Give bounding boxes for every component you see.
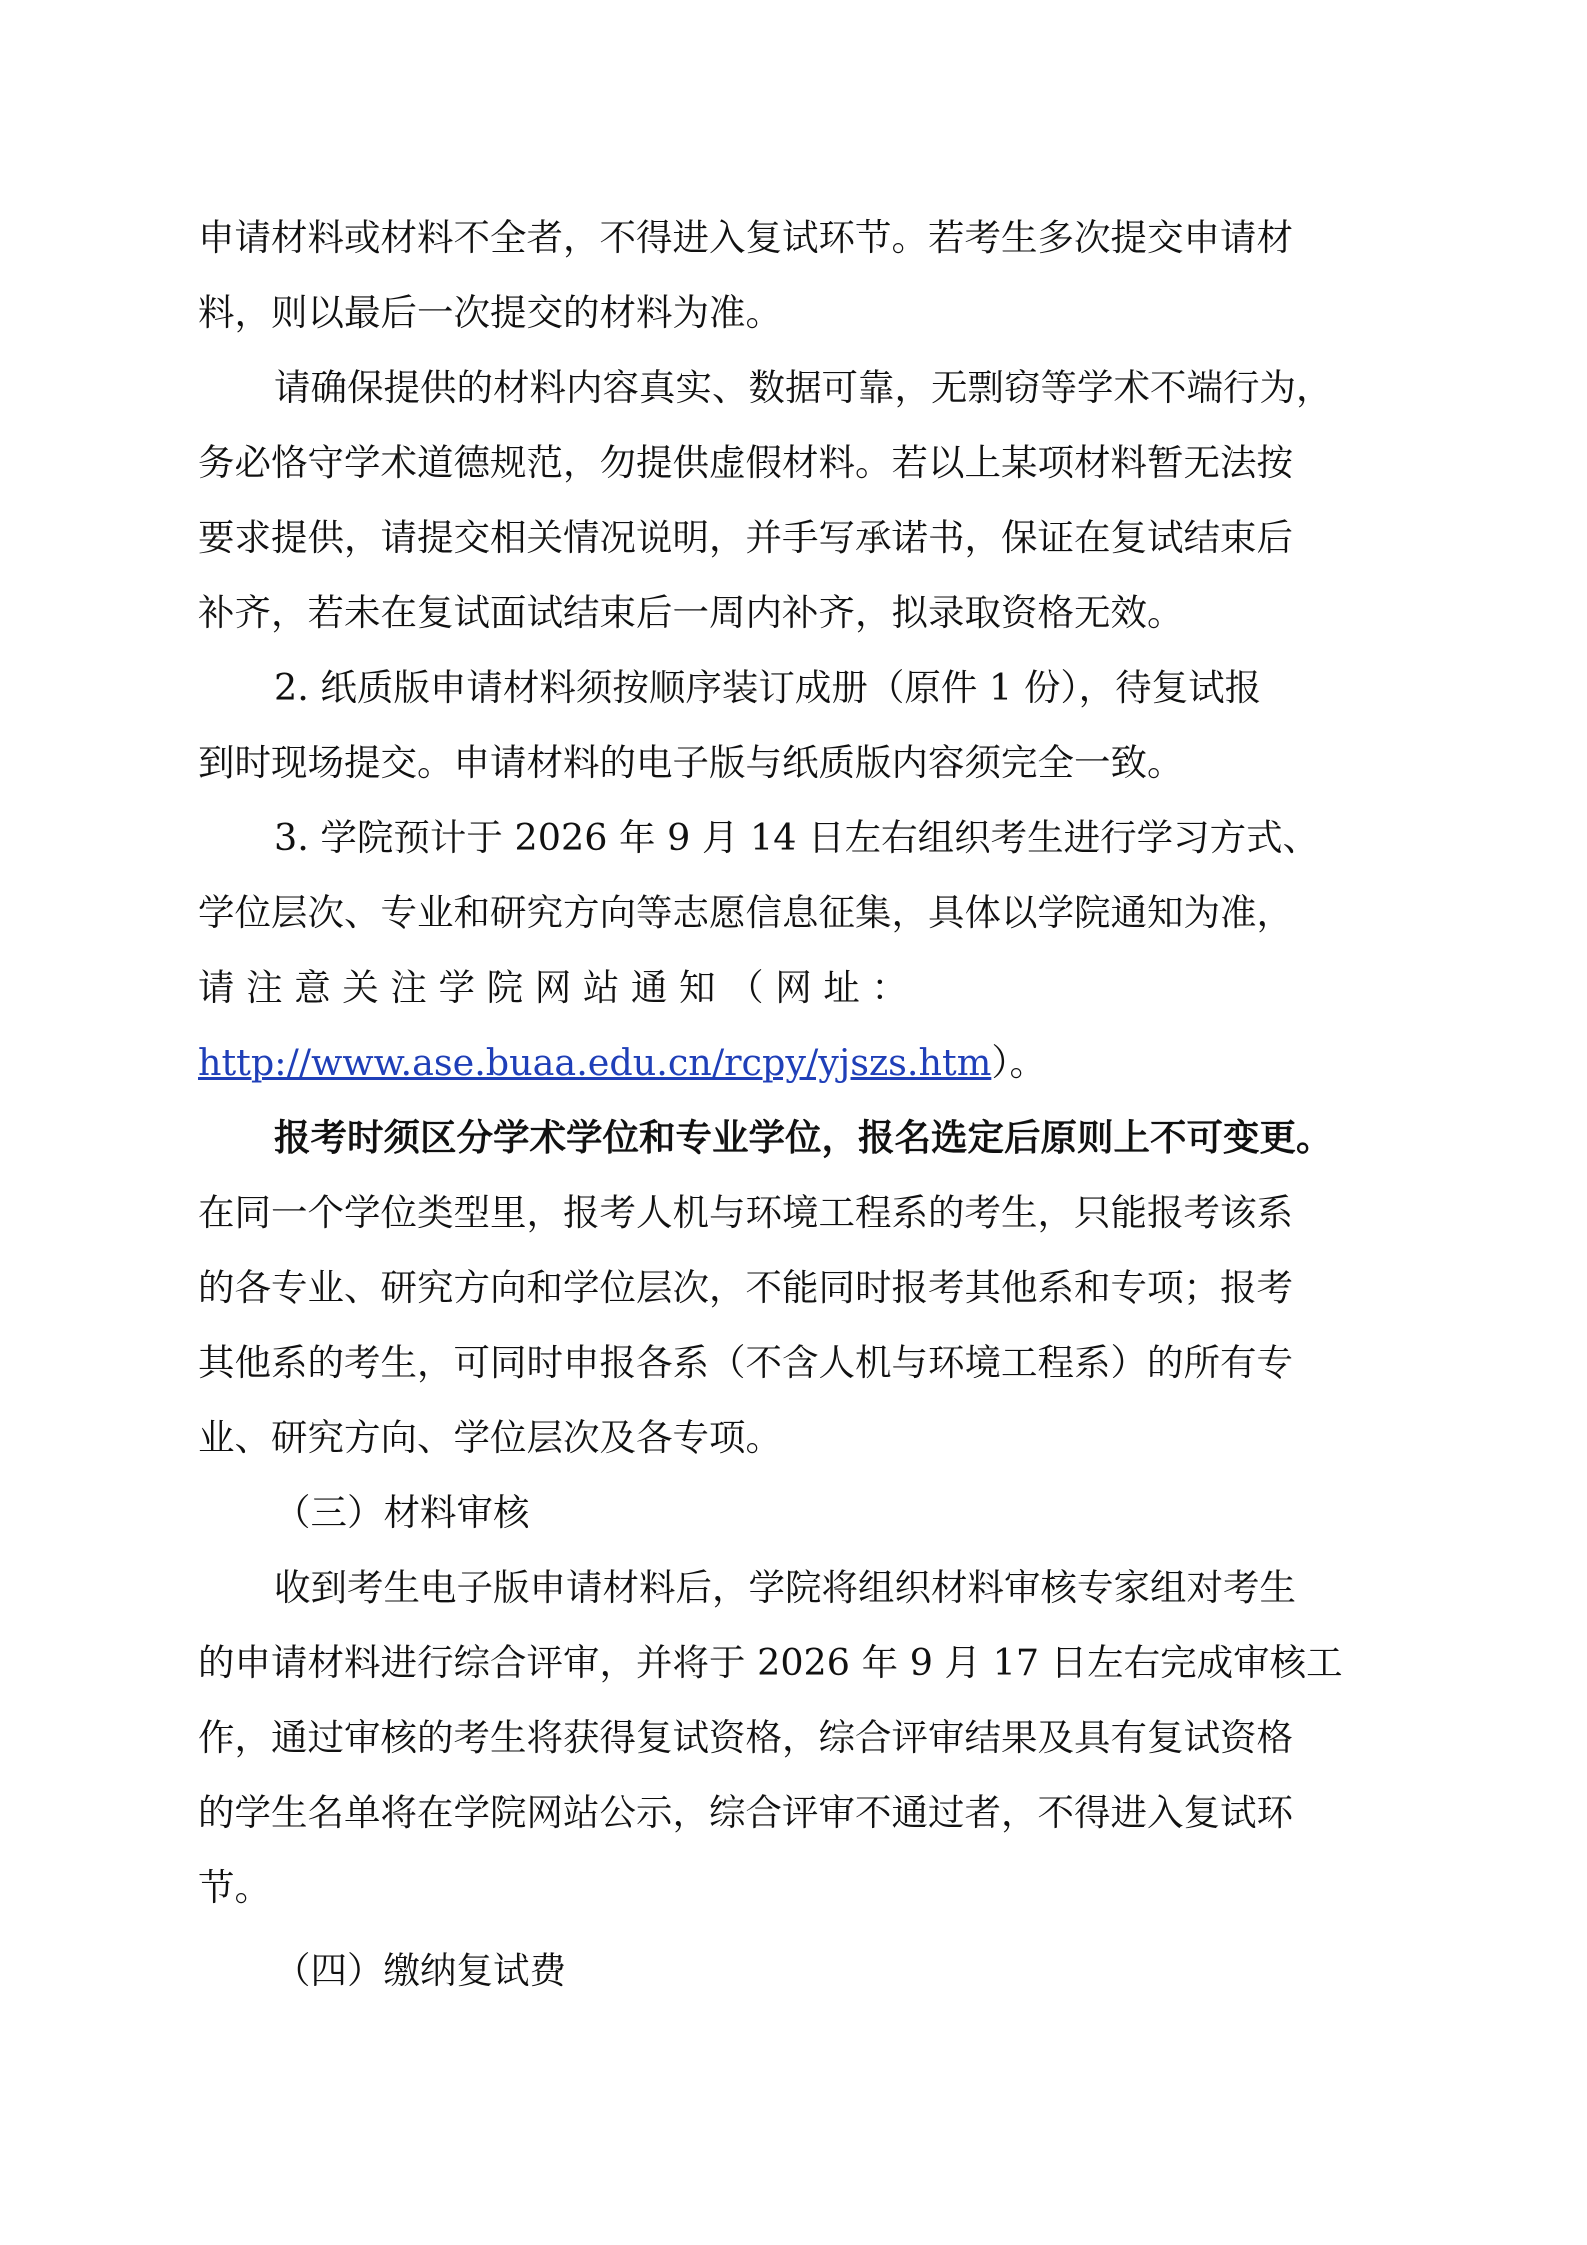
text-line: 的学生名单将在学院网站公示，综合评审不通过者，不得进入复试环 [198, 1791, 1293, 1834]
paragraph-authenticity [198, 350, 1390, 650]
paragraph-degree-type-rule [198, 1100, 1390, 1475]
text-line: 在同一个学位类型里，报考人机与环境工程系的考生，只能报考该系 [198, 1191, 1293, 1234]
text-line: 请 注 意 关 注 学 院 网 站 通 知 （ 网 址 ： [198, 966, 908, 1009]
bold-notice-line: 报考时须区分学术学位和专业学位，报名选定后原则上不可变更。 [274, 1116, 1333, 1159]
paragraph-material-review [198, 1550, 1390, 1925]
text-line: 要求提供，请提交相关情况说明，并手写承诺书，保证在复试结束后 [198, 516, 1293, 559]
text-line: 补齐，若未在复试面试结束后一周内补齐，拟录取资格无效。 [198, 591, 1184, 634]
text-line: 作，通过审核的考生将获得复试资格，综合评审结果及具有复试资格 [198, 1716, 1293, 1759]
text-line: 到时现场提交。申请材料的电子版与纸质版内容须完全一致。 [198, 741, 1184, 784]
section-heading-material-review: （三）材料审核 [274, 1491, 530, 1534]
text-line: 的申请材料进行综合评审，并将于 2026 年 9 月 17 日左右完成审核工 [198, 1641, 1343, 1684]
text-line: 其他系的考生，可同时申报各系（不含人机与环境工程系）的所有专 [198, 1341, 1293, 1384]
document-page [198, 200, 1390, 2008]
paragraph-paper-materials [198, 650, 1390, 800]
paragraph-materials-incomplete [198, 200, 1390, 350]
text-line: 节。 [198, 1866, 271, 1909]
link-suffix: ）。 [991, 1041, 1047, 1084]
text-line: 业、研究方向、学位层次及各专项。 [198, 1416, 782, 1459]
section-heading-retest-fee: （四）缴纳复试费 [274, 1949, 566, 1992]
text-line: 申请材料或材料不全者，不得进入复试环节。若考生多次提交申请材 [198, 216, 1293, 259]
text-line: 务必恪守学术道德规范，勿提供虚假材料。若以上某项材料暂无法按 [198, 441, 1293, 484]
text-line [198, 1025, 1390, 1100]
text-line: 的各专业、研究方向和学位层次，不能同时报考其他系和专项；报考 [198, 1266, 1293, 1309]
text-line: 请确保提供的材料内容真实、数据可靠，无剽窃等学术不端行为， [274, 366, 1333, 409]
text-line: 料，则以最后一次提交的材料为准。 [198, 291, 782, 334]
text-line: 3. 学院预计于 2026 年 9 月 14 日左右组织考生进行学习方式、 [274, 816, 1320, 859]
paragraph-preference-collection [198, 800, 1390, 1100]
text-line: 收到考生电子版申请材料后，学院将组织材料审核专家组对考生 [274, 1566, 1296, 1609]
text-line: 2. 纸质版申请材料须按顺序装订成册（原件 1 份），待复试报 [274, 666, 1262, 709]
text-line: 学位层次、专业和研究方向等志愿信息征集，具体以学院通知为准， [198, 891, 1293, 934]
website-link[interactable]: http://www.ase.buaa.edu.cn/rcpy/yjszs.htm [198, 1041, 992, 1084]
